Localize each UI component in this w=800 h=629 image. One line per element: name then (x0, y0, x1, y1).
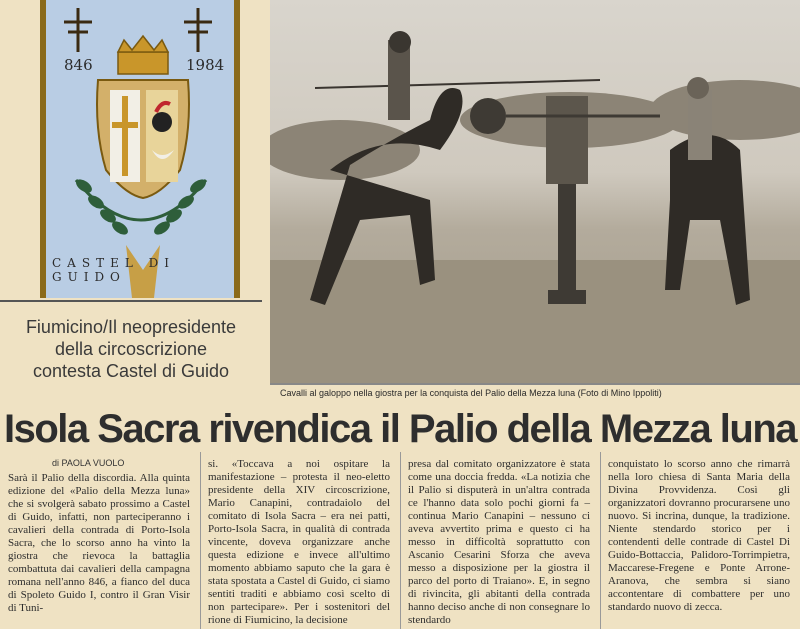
banner-artwork (46, 0, 236, 298)
photo-scene (270, 0, 800, 383)
column-divider (400, 452, 401, 629)
banner-image (40, 0, 240, 298)
kicker (0, 300, 262, 388)
banner-year-right: 1984 (186, 56, 225, 74)
column-divider (600, 452, 601, 629)
photo-caption: Cavalli al galoppo nella giostra per la conquista del Palio della Mezza luna (Foto di Mino Ippoliti) (280, 388, 662, 398)
kicker-line-2: della circoscrizione (54, 339, 208, 359)
headline: Isola Sacra rivendica il Palio della Mezza luna (3, 407, 797, 451)
kicker-line-3: contesta Castel di Guido (32, 361, 230, 381)
kicker-line-1: Fiumicino/Il neopresidente (25, 317, 237, 337)
article-column-4: conquistato lo scorso anno che rimarrà nella loro chiesa di Santa Maria della Divina Provvidenza. Così gli organizzatori dovranno procurarsene uno nuovo. Si incrina, dunque, la tradizione. Niente stendardo storico per i contendenti delle contrade di Castel Di Guido-Bottaccia, Palidoro-Torrimpietra, Maccarese-Fregene e Ponte Arrone-Aranova, che sembra si siano accontentare di combattere per uno standardo nuovo di zecca. (608, 458, 790, 613)
shield-icon (97, 80, 189, 198)
jousting-photo (270, 0, 800, 385)
crown-icon (118, 36, 168, 74)
article-column-2: si. «Toccava a noi ospitare la manifestazione – protesta il neo-eletto presidente della XIV circoscrizione, Mario Canapini, contradaiolo del comitato di Isola Sacra – era nei patti, Porto-Isola Sacra, in qualità di contrada vincente, doveva organizzare anche questa edizione e invece all'ultimo momento abbiamo saputo che la gara è stata spostata a Castel di Guido, ci siamo sentiti traditi e abbiamo così scelto di non partecipare». Per i sostenitori del rione di Fiumicino, la decisione (208, 458, 390, 626)
cross-left-icon (64, 8, 92, 52)
article-column-3: presa dal comitato organizzatore è stata come una doccia fredda. «La notizia che il Palio si disputerà in un'altra contrada ce l'hanno data solo pochi giorni fa – continua Mario Canapini – nessuno ci aveva avvertito prima e questo ci ha messo in difficoltà soprattutto con Ascanio Cesarini Sforza che aveva messo a disposizione per la giostra il parco del porto di Traiano». E, in segno di rivincita, gli abitanti della contrada hanno deciso anche di non consegnare lo stendardo (408, 458, 590, 626)
byline: di PAOLA VUOLO (52, 458, 125, 468)
column-divider (200, 452, 201, 629)
banner-motto: CASTEL DI GUIDO (52, 256, 175, 284)
banner-year-left: 846 (64, 56, 93, 74)
article-column-1: Sarà il Palio della discordia. Alla quinta edizione del «Palio della Mezza luna» che si svolgerà sabato prossimo a Castel di Guido, infatti, non parteciperanno i cavalieri della contrada di Porto-Isola Sacra, che lo scorso anno ha vinto la giostra che rievoca la battaglia combattuta dai cavalieri della campagna romana nell'anno 846, a fianco del duca di Spoleto Guido I, contro il Gran Visir di Tuni- (8, 472, 190, 614)
cross-right-icon (184, 8, 212, 52)
